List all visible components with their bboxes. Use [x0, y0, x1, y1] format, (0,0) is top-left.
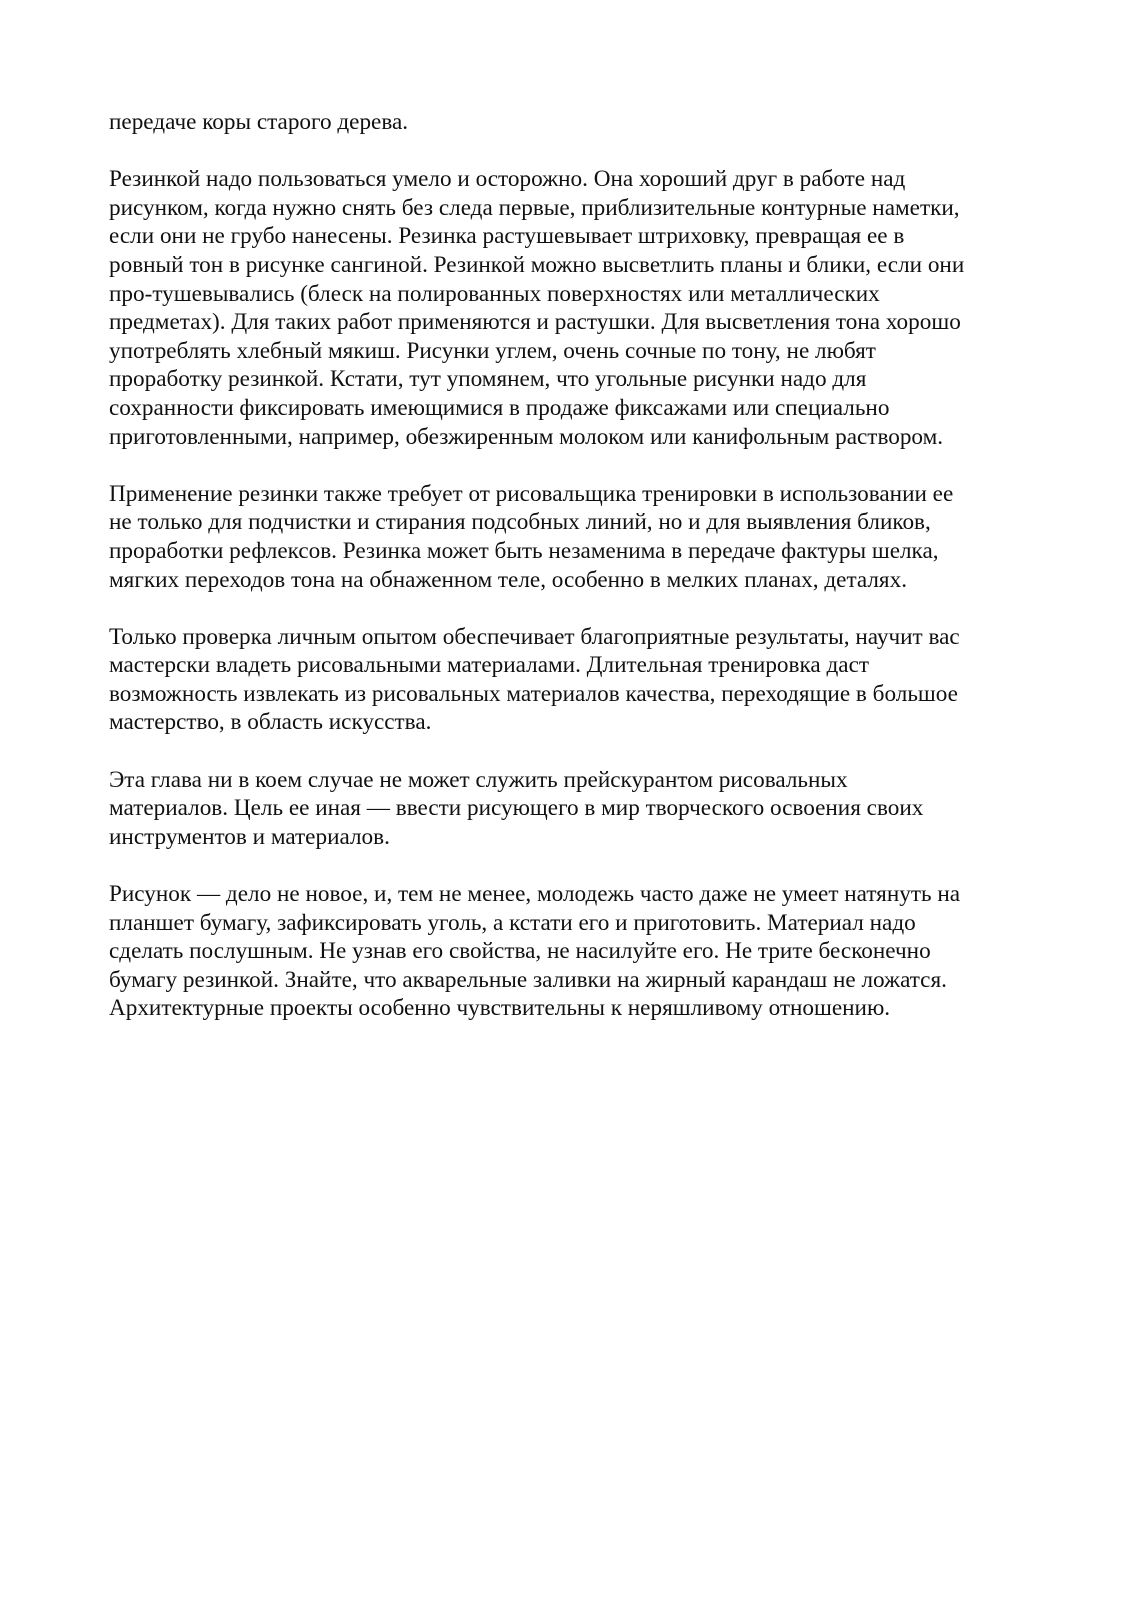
text-line: бумагу резинкой. Знайте, что акварельные заливки на жирный карандаш не ложатся. — [109, 966, 947, 993]
text-line: если они не грубо нанесены. Резинка растушевывает штриховку, превращая ее в — [109, 223, 905, 250]
text-line: проработки рефлексов. Резинка может быть незаменима в передаче фактуры шелка, — [109, 537, 939, 564]
paragraph-4 — [109, 623, 1039, 737]
paragraph-5 — [109, 766, 1039, 852]
text-line: возможность извлекать из рисовальных материалов качества, переходящие в большое — [109, 680, 958, 707]
text-line: приготовленными, например, обезжиренным молоком или канифольным раствором. — [109, 423, 944, 450]
text-line: предметах). Для таких работ применяются и растушки. Для высветления тона хорошо — [109, 309, 961, 336]
paragraph-6 — [109, 880, 1039, 1023]
text-line: сохранности фиксировать имеющимися в продаже фиксажами или специально — [109, 394, 890, 421]
text-line: Эта глава ни в коем случае не может служить прейскурантом рисовальных — [109, 766, 848, 793]
text-line: передаче коры старого дерева. — [109, 109, 409, 135]
text-line: проработку резинкой. Кстати, тут упомянем, что угольные рисунки надо для — [109, 366, 867, 393]
text-line: Применение резинки также требует от рисовальщика тренировки в использовании ее — [109, 480, 954, 507]
text-line: сделать послушным. Не узнав его свойства, не насилуйте его. Не трите бесконечно — [109, 938, 931, 965]
paragraph-1 — [109, 108, 1039, 137]
text-line: про-тушевывались (блеск на полированных поверхностях или металлических — [109, 280, 880, 307]
text-line: употреблять хлебный мякиш. Рисунки углем, очень сочные по тону, не любят — [109, 337, 876, 364]
text-line: мастерство, в область искусства. — [109, 709, 432, 736]
text-line: инструментов и материалов. — [109, 823, 390, 850]
text-line: материалов. Цель ее иная — ввести рисующего в мир творческого освоения своих — [109, 795, 924, 822]
text-line: мастерски владеть рисовальными материалами. Длительная тренировка даст — [109, 652, 869, 679]
text-line: Рисунок — дело не новое, и, тем не менее, молодежь часто даже не умеет натянуть на — [109, 881, 961, 908]
text-line: не только для подчистки и стирания подсобных линий, но и для выявления бликов, — [109, 509, 931, 536]
paragraph-2 — [109, 165, 1039, 451]
text-line: Только проверка личным опытом обеспечивает благоприятные результаты, научит вас — [109, 623, 960, 650]
text-line: планшет бумагу, зафиксировать уголь, а кстати его и приготовить. Материал надо — [109, 909, 916, 936]
text-line: Резинкой надо пользоваться умело и осторожно. Она хороший друг в работе над — [109, 166, 906, 193]
text-line: мягких переходов тона на обнаженном теле, особенно в мелких планах, деталях. — [109, 566, 907, 593]
document-body — [109, 108, 1039, 1052]
text-line: Архитектурные проекты особенно чувствительны к неряшливому отношению. — [109, 995, 891, 1022]
text-line: ровный тон в рисунке сангиной. Резинкой можно высветлить планы и блики, если они — [109, 251, 965, 278]
paragraph-3 — [109, 480, 1039, 594]
text-line: рисунком, когда нужно снять без следа первые, приблизительные контурные наметки, — [109, 194, 960, 221]
